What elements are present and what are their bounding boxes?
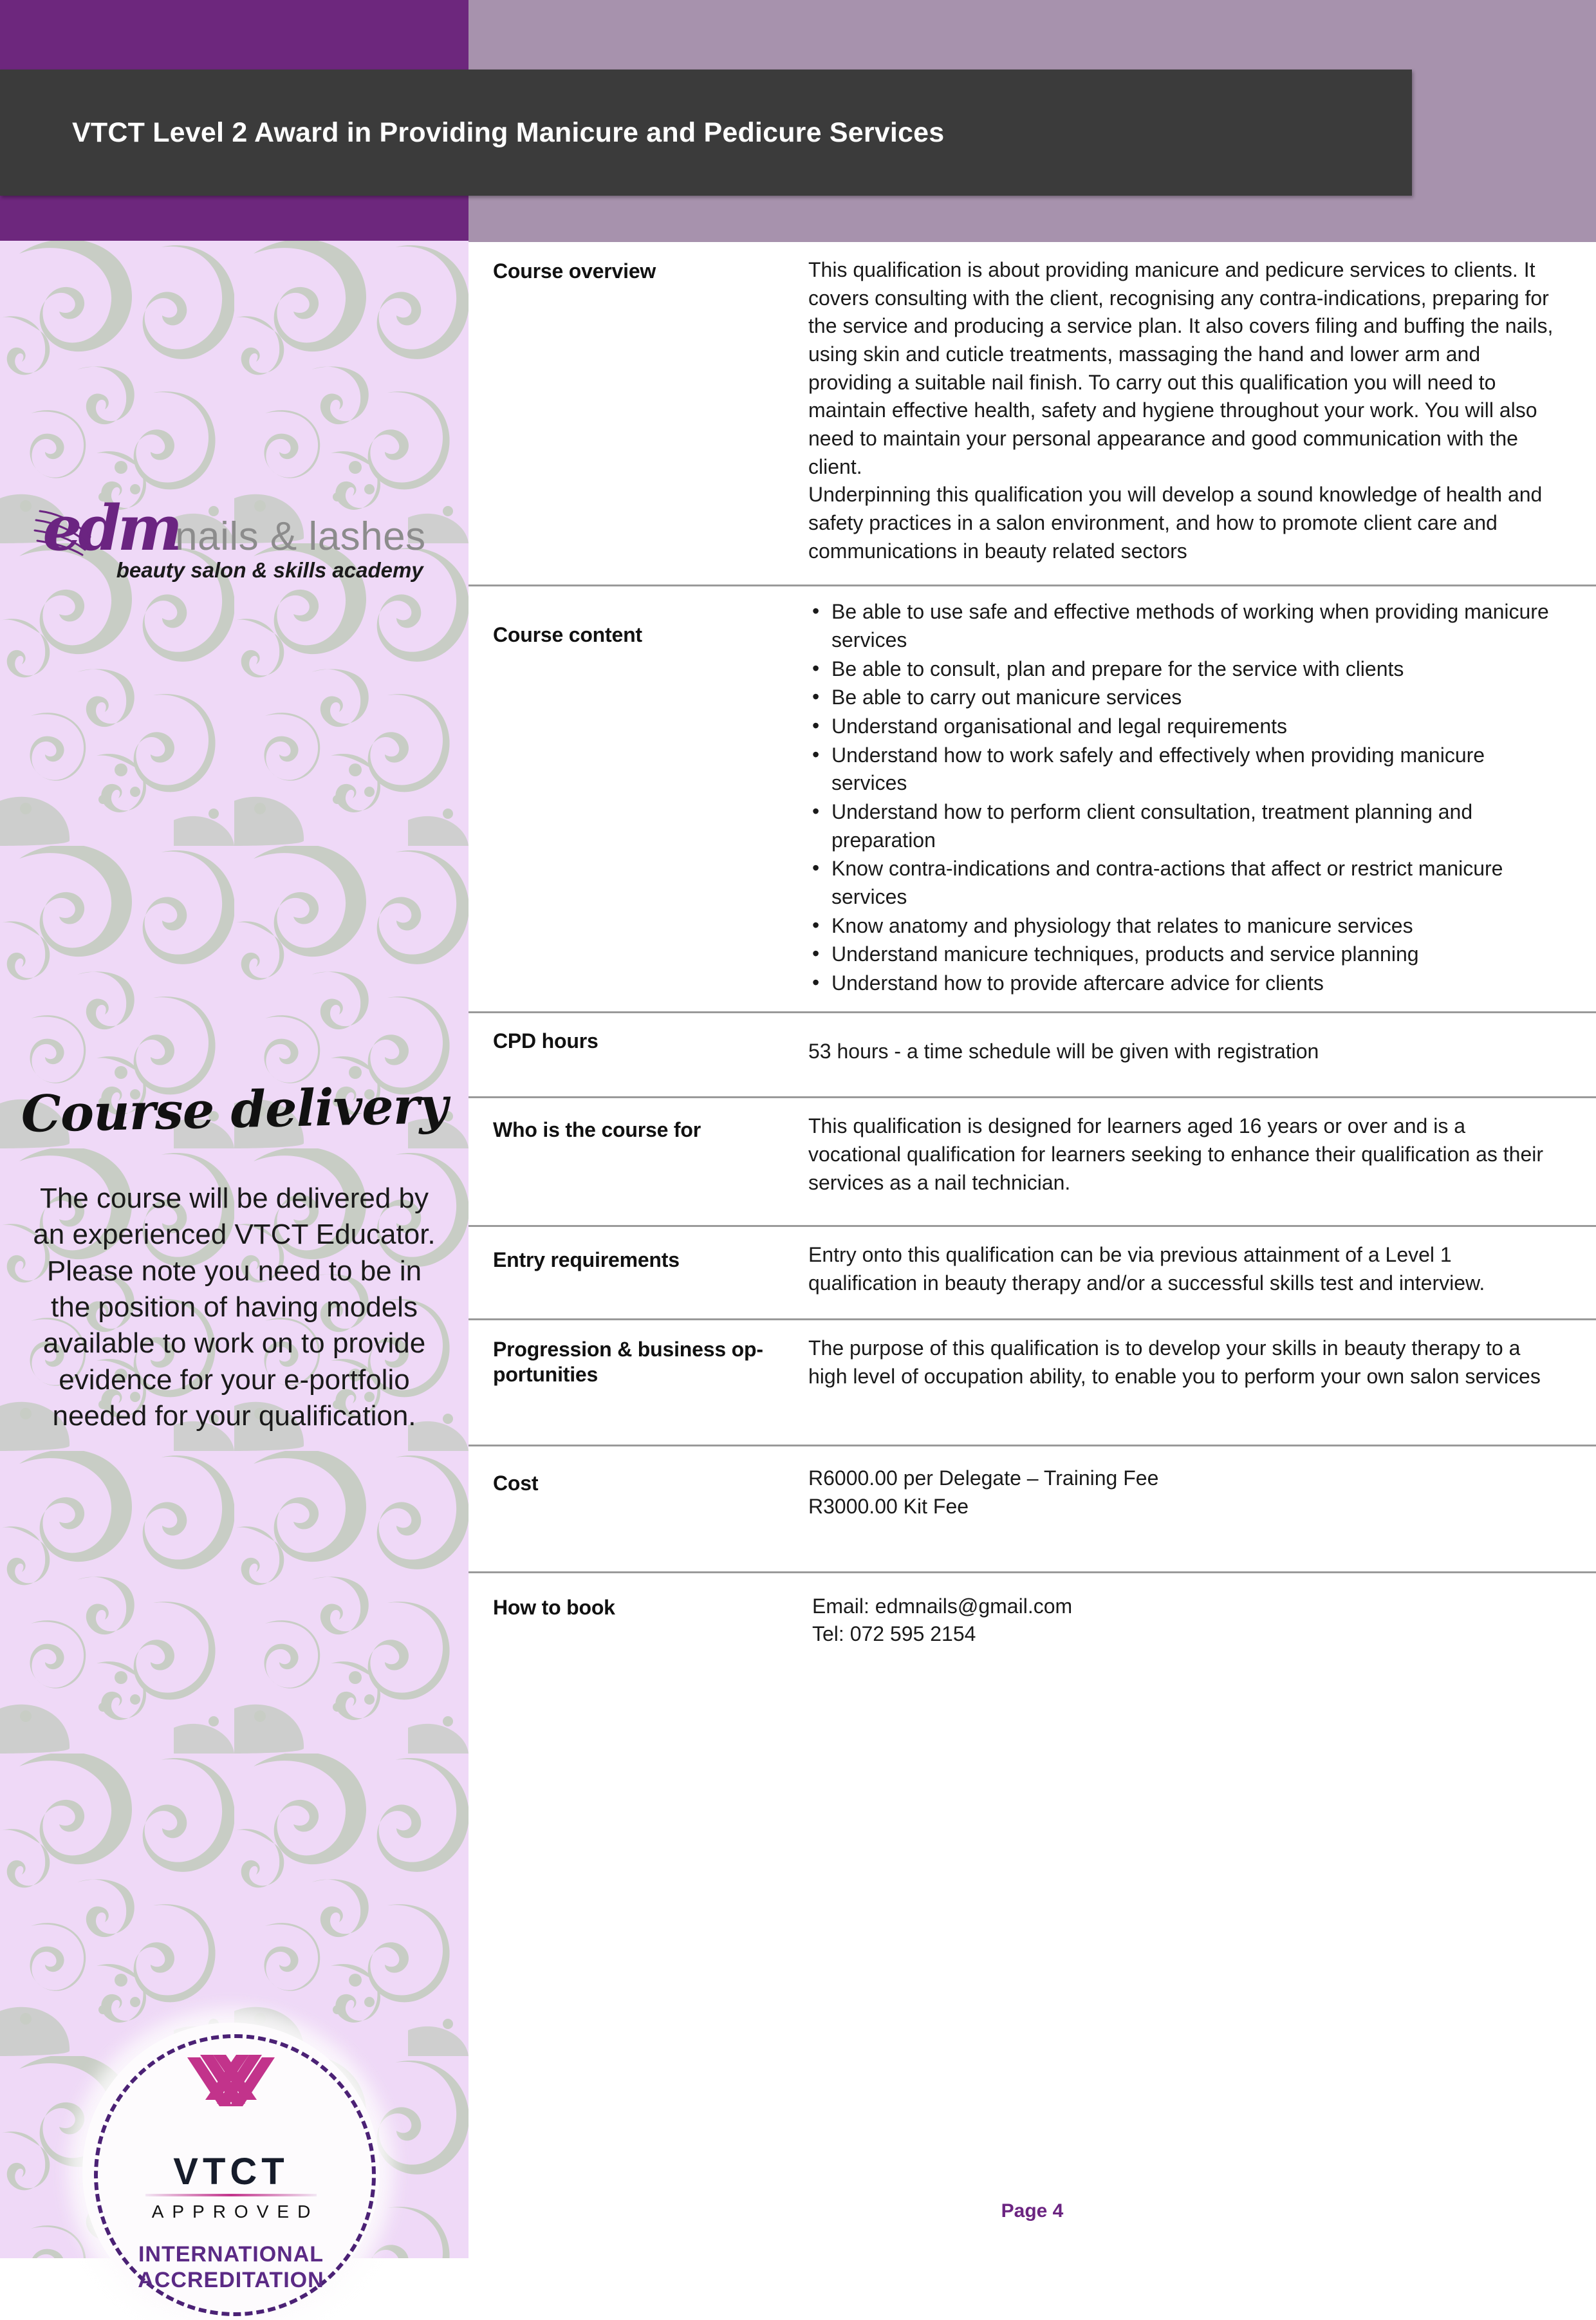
eyelash-icon [32, 501, 103, 560]
row-label: Cost [493, 1472, 539, 1495]
course-delivery-text: The course will be delivered by an experienced VTCT Educator. Please note you need to be in the position of having models available to work on to provide evidence for your e-portfolio needed for your qualification. [33, 1183, 436, 1432]
list-item: • Know anatomy and physiology that relates to manicure services [808, 912, 1561, 940]
paragraph: R3000.00 Kit Fee [808, 1494, 969, 1518]
badge-line-2: ACCREDITATION [138, 2268, 324, 2293]
table-row [469, 1571, 1596, 1674]
row-label: Course overview [493, 259, 656, 283]
paragraph: 53 hours - a time schedule will be given with registration [808, 1039, 1319, 1063]
row-value [808, 1593, 1561, 1649]
logo-wordmark-row [42, 492, 425, 583]
brand-logo [0, 492, 469, 583]
sidebar [0, 241, 469, 2293]
row-label: Entry requirements [493, 1248, 680, 1272]
logo-brand-nails-lashes: nails & lashes [175, 514, 426, 559]
badge-line-1: INTERNATIONAL [138, 2242, 324, 2267]
badge-vtct-wordmark: VTCT [173, 2151, 289, 2193]
list-item: • Understand organisational and legal requirements [808, 713, 1561, 741]
paragraph: The purpose of this qualification is to develop your skills in beauty therapy to a high level of occupation ability, to enable you to perform your own salon services [808, 1336, 1541, 1388]
badge-divider [145, 2194, 317, 2196]
paragraph: Underpinning this qualification you will develop a sound knowledge of health and safety practices in a salon environment, and how to promote client care and communications in beauty related sectors [808, 483, 1543, 563]
row-value [808, 1241, 1561, 1297]
paragraph: This qualification is about providing manicure and pedicure services to clients. It covers consulting with the client, recognising any contra-indications, preparing for the service and producing a service plan. It also covers filing and buffing the nails, using skin and cuticle treatments, massaging the hand and lower arm and providing a suitable nail finish. To carry out this qualification you will need to maintain effective health, safety and hygiene throughout your work. You will also need to maintain your personal appearance and good communication with the client. [808, 258, 1554, 478]
row-label: Who is the course for [493, 1118, 701, 1142]
logo-brand-edm: edm [42, 492, 180, 565]
table-row [469, 1011, 1596, 1097]
table-row [469, 242, 1596, 585]
row-value [808, 598, 1561, 998]
row-value [808, 1026, 1561, 1066]
list-item: • Be able to use safe and effective methods of working when providing manicure services [808, 598, 1561, 654]
row-value [808, 1112, 1561, 1197]
table-row [469, 1318, 1596, 1445]
list-item: • Be able to consult, plan and prepare for the service with clients [808, 655, 1561, 684]
page-title: VTCT Level 2 Award in Providing Manicure and Pedicure Services [72, 117, 945, 148]
page-number: Page 4 [1001, 2200, 1064, 2222]
row-label: CPD hours [493, 1029, 598, 1052]
list-item: • Understand how to provide aftercare advice for clients [808, 969, 1561, 998]
list-item: • Know contra-indications and contra-actions that affect or restrict manicure services [808, 855, 1561, 911]
paragraph: Entry onto this qualification can be via previous attainment of a Level 1 qualification in beauty therapy and/or a successful skills test and interview. [808, 1243, 1485, 1295]
badge-accreditation-label [82, 2241, 380, 2293]
row-label: Course content [493, 623, 642, 647]
list-item: • Be able to carry out manicure services [808, 684, 1561, 712]
list-item: • Understand how to work safely and effectively when providing manicure services [808, 742, 1561, 798]
bullet-list [808, 598, 1561, 997]
row-value [808, 1334, 1561, 1390]
table-row [469, 585, 1596, 1011]
logo-tagline: beauty salon & skills academy [116, 558, 423, 582]
paragraph: R6000.00 per Delegate – Training Fee [808, 1466, 1159, 1490]
row-value [808, 256, 1561, 565]
header-title-bar [0, 70, 1412, 196]
course-details-table [469, 242, 1596, 1674]
list-item: • Understand manicure techniques, products and service planning [808, 940, 1561, 969]
email-line: Email: edmnails@gmail.com [812, 1594, 1073, 1618]
table-row [469, 1225, 1596, 1318]
vtct-approved-badge [82, 2023, 380, 2320]
list-item: • Understand how to perform client consultation, treatment planning and preparation [808, 798, 1561, 854]
badge-approved-label: APPROVED [151, 2202, 319, 2222]
course-delivery-heading: Course delivery [20, 1076, 449, 1144]
paragraph: This qualification is designed for learners aged 16 years or over and is a vocational qualification for learners seeking to enhance their qualification as their services as a nail technician. [808, 1114, 1544, 1194]
row-label: Progression & business op-portunities [493, 1337, 763, 1386]
row-value [808, 1464, 1561, 1520]
vtct-chevron-icon [82, 2053, 380, 2128]
row-label: How to book [493, 1595, 615, 1619]
phone-line: Tel: 072 595 2154 [812, 1622, 976, 1646]
table-row [469, 1445, 1596, 1571]
table-row [469, 1096, 1596, 1225]
